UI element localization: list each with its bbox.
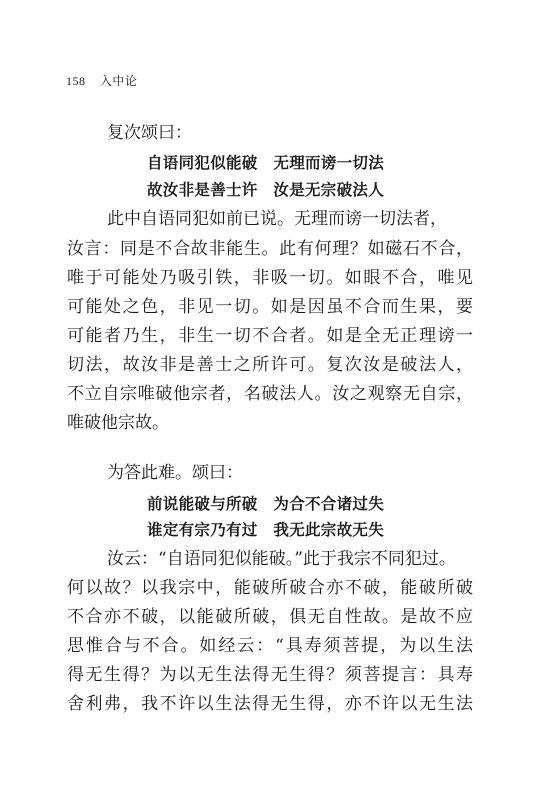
commentary-line: 得无生得？为以无生法得无生得？须菩提言：具寿 bbox=[67, 665, 473, 685]
verse-line: 故汝非是善士许 汝是无宗破法人 bbox=[147, 181, 385, 199]
page-number: 158 bbox=[66, 74, 86, 88]
commentary-line: 切法，故汝非是善士之所许可。复次汝是破法人， bbox=[67, 355, 473, 375]
commentary-line: 此中自语同犯如前已说。无理而谤一切法者， bbox=[107, 209, 447, 229]
commentary-line: 思惟合与不合。如经云：“具寿须菩提，为以生法 bbox=[67, 636, 473, 656]
verse-intro: 为答此难。颂曰： bbox=[107, 463, 243, 483]
verse-line: 谁定有宗乃有过 我无此宗故无失 bbox=[147, 521, 385, 539]
verse-line: 前说能破与所破 为合不合诸过失 bbox=[147, 495, 385, 513]
commentary-line: 可能者乃生，非生一切不合者。如是全无正理谤一 bbox=[67, 326, 473, 346]
commentary-line: 不合亦不破，以能破所破，俱无自性故。是故不应 bbox=[67, 607, 473, 627]
commentary-line: 可能处之色，非见一切。如是因虽不合而生果，要 bbox=[67, 297, 473, 317]
commentary-line: 汝言：同是不合故非能生。此有何理？如磁石不合， bbox=[67, 239, 473, 259]
running-head bbox=[66, 72, 137, 89]
book-title: 入中论 bbox=[99, 74, 138, 88]
commentary-line: 唯于可能处乃吸引铁，非吸一切。如眼不合，唯见 bbox=[67, 268, 473, 288]
commentary-line: 不立自宗唯破他宗者，名破法人。汝之观察无自宗， bbox=[67, 384, 473, 404]
commentary-line: 唯破他宗故。 bbox=[67, 413, 169, 433]
commentary-line: 汝云：“自语同犯似能破。”此于我宗不同犯过。 bbox=[107, 549, 456, 569]
commentary-line: 何以故？以我宗中，能破所破合亦不破，能破所破 bbox=[67, 578, 473, 598]
commentary-line: 舍利弗，我不许以生法得无生得，亦不许以无生法 bbox=[67, 694, 473, 714]
verse-intro: 复次颂曰： bbox=[107, 123, 192, 143]
verse-line: 自语同犯似能破 无理而谤一切法 bbox=[147, 154, 385, 172]
